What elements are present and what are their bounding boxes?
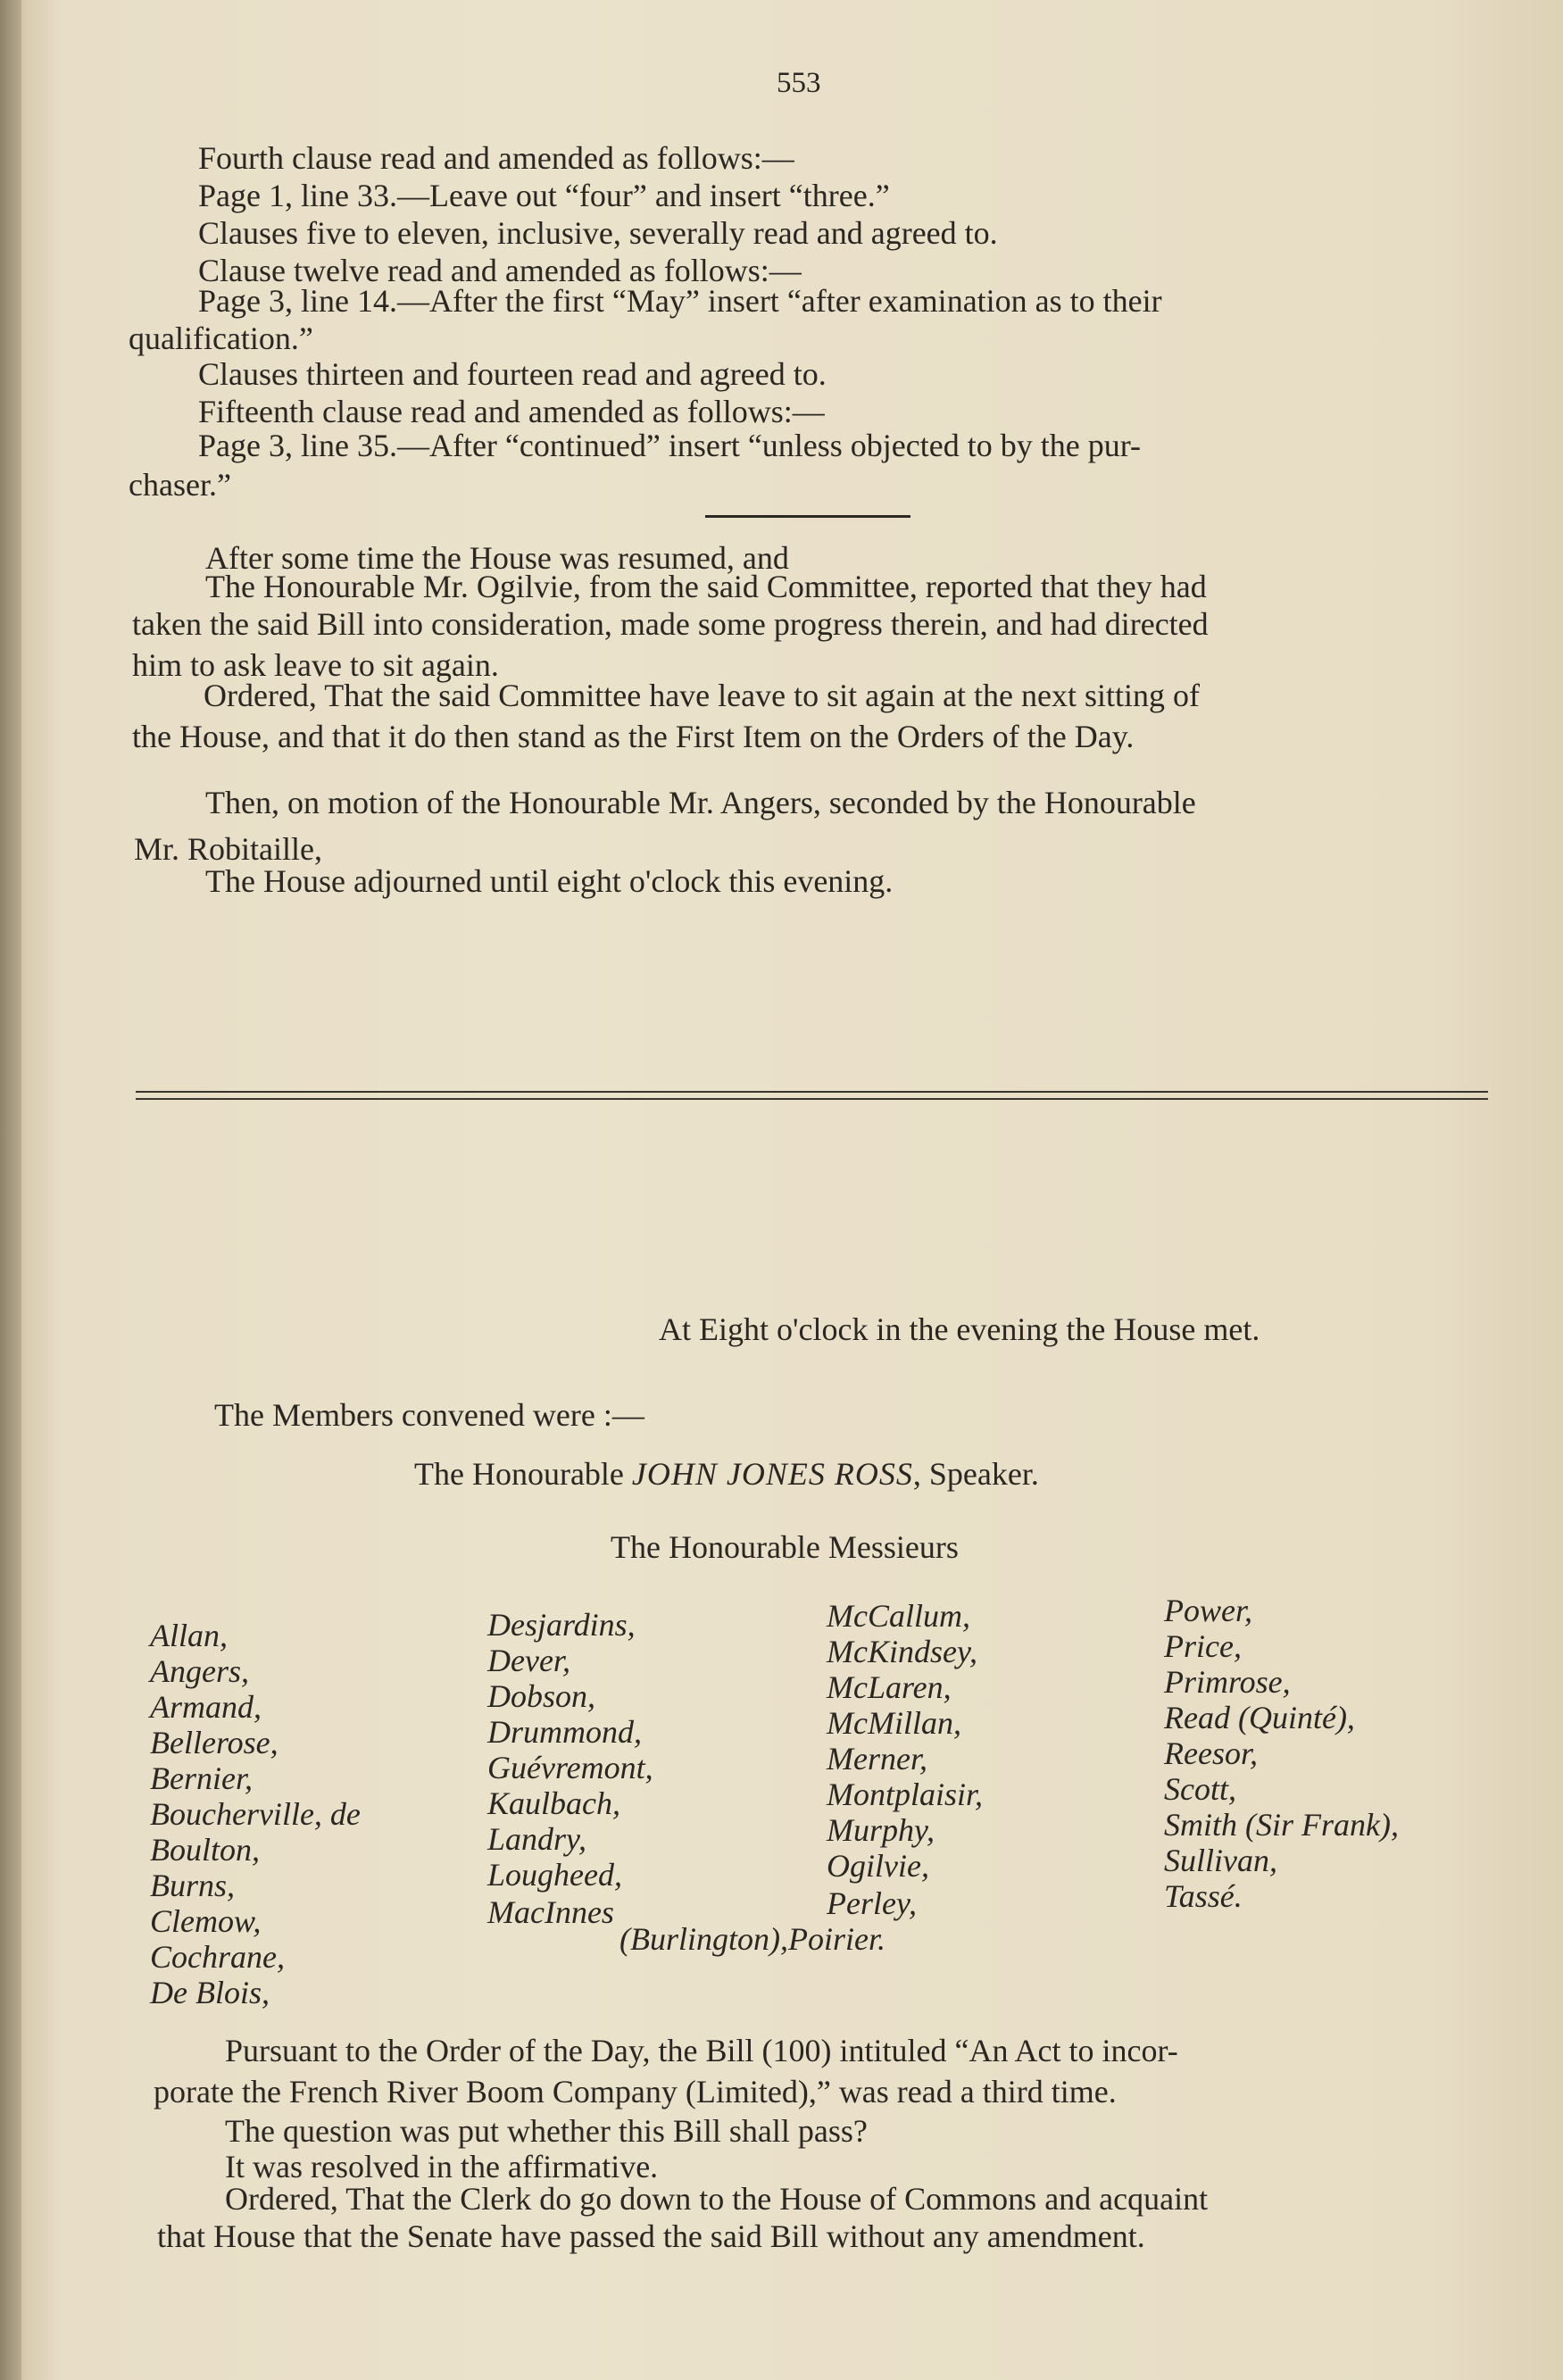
speaker-suffix: , Speaker. (912, 1456, 1039, 1492)
para-line: the House, and that it do then stand as the First Item on the Orders of the Day. (132, 719, 1135, 754)
member-name: Drummond, (487, 1714, 643, 1750)
member-name: Cochrane, (150, 1939, 285, 1975)
member-name: Primrose, (1164, 1664, 1291, 1700)
binding-gutter (0, 0, 21, 2380)
member-name: Perley, (827, 1885, 917, 1921)
para-line: The Honourable Mr. Ogilvie, from the said Committee, reported that they had (205, 569, 1207, 604)
member-name: Montplaisir, (827, 1777, 984, 1812)
evening-heading: At Eight o'clock in the evening the House met. (659, 1311, 1260, 1347)
member-name: McCallum, (827, 1598, 970, 1634)
para-line: After some time the House was resumed, and (205, 540, 789, 576)
member-name: McMillan, (827, 1705, 961, 1741)
member-name: Allan, (150, 1618, 228, 1653)
member-name: McKindsey, (827, 1634, 977, 1669)
para-line: The question was put whether this Bill shall pass? (225, 2113, 868, 2149)
para-line: chaser.” (129, 467, 231, 503)
para-line: Clause twelve read and amended as follows:— (198, 253, 802, 288)
member-name: Guévremont, (487, 1750, 653, 1785)
para-line: Ordered, That the Clerk do go down to the House of Commons and acquaint (225, 2181, 1209, 2217)
speaker-prefix: The Honourable (414, 1456, 624, 1492)
para-line: It was resolved in the affirmative. (225, 2149, 659, 2184)
member-name: Price, (1164, 1628, 1242, 1664)
messieurs-heading: The Honourable Messieurs (611, 1529, 959, 1565)
para-line: that House that the Senate have passed the said Bill without any amendment. (157, 2218, 1145, 2254)
member-name: Read (Quinté), (1164, 1700, 1355, 1735)
para-line: The House adjourned until eight o'clock this evening. (205, 863, 894, 899)
para-line: him to ask leave to sit again. (132, 647, 499, 683)
para-line: Pursuant to the Order of the Day, the Bill (100) intituled “An Act to incor- (225, 2033, 1178, 2068)
member-name: Power, (1164, 1593, 1252, 1628)
para-line: Fifteenth clause read and amended as follows:— (198, 394, 825, 429)
para-line: Fourth clause read and amended as follows:— (198, 140, 794, 176)
members-convened: The Members convened were :— (214, 1397, 644, 1433)
member-name: Dever, (487, 1643, 570, 1678)
member-name: Bernier, (150, 1760, 253, 1796)
double-rule-divider (136, 1091, 1488, 1100)
member-name: Burns, (150, 1868, 236, 1903)
member-name: De Blois, (150, 1975, 270, 2010)
member-name: Murphy, (827, 1812, 935, 1848)
member-name: (Burlington),Poirier. (619, 1921, 885, 1957)
member-name: Kaulbach, (487, 1785, 620, 1821)
member-name: Reesor, (1164, 1735, 1258, 1771)
para-line: Page 3, line 14.—After the first “May” insert “after examination as to their (198, 283, 1162, 319)
para-line: Then, on motion of the Honourable Mr. Angers, seconded by the Honourable (205, 785, 1196, 820)
member-name: MacInnes (487, 1894, 614, 1930)
member-name: Ogilvie, (827, 1848, 929, 1884)
member-name: Sullivan, (1164, 1843, 1277, 1878)
member-name: Merner, (827, 1741, 927, 1777)
para-line: Mr. Robitaille, (134, 831, 322, 867)
para-line: taken the said Bill into consideration, made some progress therein, and had directed (132, 606, 1209, 642)
para-line: Page 1, line 33.—Leave out “four” and insert “three.” (198, 178, 890, 213)
para-line: Page 3, line 35.—After “continued” insert “unless objected to by the pur- (198, 428, 1141, 463)
member-name: Lougheed, (487, 1857, 622, 1893)
speaker-name: JOHN JONES ROSS (631, 1456, 913, 1492)
member-name: Desjardins, (487, 1607, 636, 1643)
section-divider (705, 515, 910, 518)
member-name: Armand, (150, 1689, 262, 1725)
member-name: Clemow, (150, 1903, 262, 1939)
speaker-line (414, 1455, 1039, 1493)
member-name: Scott, (1164, 1771, 1236, 1807)
member-name: Bellerose, (150, 1725, 279, 1760)
member-name: Boulton, (150, 1832, 260, 1868)
member-name: McLaren, (827, 1669, 952, 1705)
para-line: Clauses thirteen and fourteen read and agreed to. (198, 356, 827, 392)
member-name: Angers, (150, 1653, 249, 1689)
member-name: Landry, (487, 1821, 587, 1857)
para-line: Clauses five to eleven, inclusive, severally read and agreed to. (198, 215, 998, 251)
para-line: Ordered, That the said Committee have leave to sit again at the next sitting of (204, 678, 1201, 713)
para-line: qualification.” (129, 320, 313, 356)
page-number: 553 (777, 67, 821, 99)
member-name: Tassé. (1164, 1878, 1243, 1914)
member-name: Dobson, (487, 1678, 596, 1714)
member-name: Smith (Sir Frank), (1164, 1807, 1399, 1843)
member-name: Boucherville, de (150, 1796, 361, 1832)
para-line: porate the French River Boom Company (Limited),” was read a third time. (154, 2074, 1117, 2110)
